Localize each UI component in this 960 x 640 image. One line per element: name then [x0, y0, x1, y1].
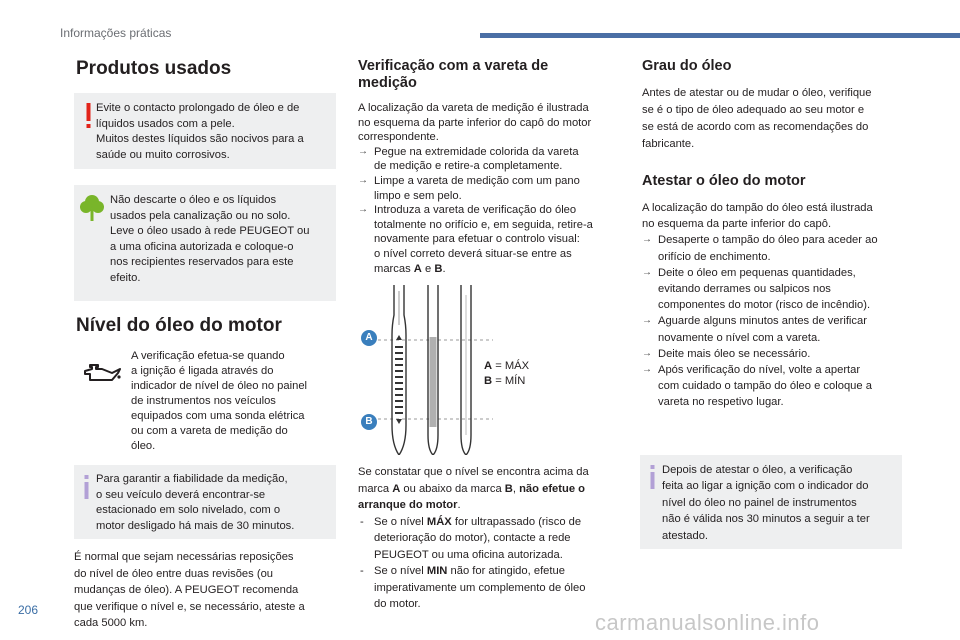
running-header: Informações práticas: [60, 26, 172, 40]
warning-exclamation-icon: [86, 103, 91, 129]
note-line: que verifique o nível e, se necessário, ateste a: [74, 600, 305, 613]
eco-line: a uma oficina autorizada e coloque-o: [110, 240, 294, 253]
oil-indicator-line: indicador de nível de óleo no painel: [131, 380, 308, 392]
info-box-measurement: [74, 465, 336, 539]
info-line: estacionado em solo nivelado, com o: [96, 504, 281, 517]
marker-b-label: B: [361, 414, 377, 430]
top-up-instructions: [642, 200, 908, 411]
info-icon: [84, 475, 90, 499]
oil-indicator-line: óleo.: [131, 440, 156, 452]
column-3: [642, 58, 908, 549]
info-line: não é válida nos 30 minutos a seguir a ter: [662, 513, 870, 526]
step-item: → Após verificação do nível, volte a apertar com cuidado o tampão do óleo e coloque a vareta no respetivo lugar.: [642, 362, 908, 411]
info-line: nível do óleo no painel de instrumentos: [662, 496, 857, 509]
info-line: feita ao ligar a ignição com o indicador do: [662, 480, 869, 493]
note-line: cada 5000 km.: [74, 617, 148, 629]
dipstick-illustration: [358, 285, 598, 455]
title-top-up-oil: Atestar o óleo do motor: [642, 173, 806, 189]
intro-line: A localização da vareta de medição é ilustrada: [358, 102, 589, 114]
marker-a-label: A: [361, 330, 377, 346]
oil-top-up-note: [74, 549, 338, 632]
info-box-top-up: [640, 455, 902, 549]
grade-line: se é o tipo de óleo adequado ao seu motor e: [642, 104, 865, 116]
step-item: → Deite o óleo em pequenas quantidades, evitando derrames ou salpicos nos componentes do motor (risco de incêndio).: [642, 265, 908, 314]
note-line: É normal que sejam necessárias reposições: [74, 551, 294, 563]
note-line: mudanças de óleo). A PEUGEOT recomenda: [74, 584, 299, 596]
title-dipstick-check: Verificação com a vareta de medição: [358, 58, 549, 91]
oil-indicator-block: [76, 349, 338, 457]
warning-line: saúde ou muito corrosivos.: [96, 148, 230, 161]
dipstick-legend: [484, 359, 529, 389]
oil-indicator-line: equipados com uma sonda elétrica: [131, 410, 305, 422]
step-item: → Aguarde alguns minutos antes de verificar novamente o nível com a vareta.: [642, 313, 908, 345]
grade-line: Antes de atestar ou de mudar o óleo, verifique: [642, 87, 872, 99]
grade-line: fabricante.: [642, 138, 695, 150]
eco-line: Não descarte o óleo e os líquidos: [110, 194, 277, 206]
info-icon: [650, 465, 656, 489]
intro-line: no esquema da parte inferior do capô do motor: [358, 116, 592, 129]
dipstick-figure: [358, 285, 598, 455]
dash-item-min: - Se o nível MIN não for atingido, efetue imperativamente um complemento de óleo do motor.: [358, 563, 624, 613]
level-warnings: [358, 464, 624, 613]
info-line: atestado.: [662, 529, 709, 542]
fill-intro-line: no esquema da parte inferior do capô.: [642, 218, 832, 231]
intro-line: correspondente.: [358, 131, 439, 144]
dash-item-max: - Se o nível MÁX for ultrapassado (risco de deterioração do motor), contacte a rede PEUGEOT ou uma oficina autorizada.: [358, 514, 624, 564]
step-item: → Limpe a vareta de medição com um pano limpo e sem pelo.: [358, 174, 624, 203]
oil-indicator-line: a ignição é ligada através do: [131, 365, 274, 377]
level-warning-line: marca A ou abaixo da marca B, não efetue o: [358, 482, 585, 495]
oil-can-icon: [82, 363, 122, 383]
eco-line: usados pela canalização ou no solo.: [110, 209, 291, 222]
note-line: do nível de óleo entre duas revisões (ou: [74, 567, 274, 580]
watermark: carmanualsonline.info: [595, 610, 820, 635]
fill-intro-line: A localização do tampão do óleo está ilustrada: [642, 202, 873, 214]
warning-line: Evite o contacto prolongado de óleo e de: [96, 102, 300, 114]
info-line: o seu veículo deverá encontrar-se: [96, 488, 266, 501]
step-item: → Pegue na extremidade colorida da vareta de medição e retire-a completamente.: [358, 145, 624, 174]
eco-line: nos recipientes reservados para este: [110, 256, 294, 269]
dipstick-steps: [358, 145, 624, 276]
oil-indicator-line: A verificação efetua-se quando: [131, 350, 285, 362]
title-oil-grade: Grau do óleo: [642, 58, 732, 74]
tree-icon: [80, 193, 104, 223]
page-number: 206: [18, 603, 39, 617]
level-warning-line: Se constatar que o nível se encontra acima da: [358, 466, 589, 478]
step-item: → Desaperte o tampão do óleo para aceder ao orifício de enchimento.: [642, 232, 908, 264]
legend-min: B = MÍN: [484, 375, 526, 387]
dipstick-instructions: [358, 101, 624, 276]
legend-max: A = MÁX: [484, 360, 530, 372]
eco-line: efeito.: [110, 271, 141, 284]
oil-indicator-line: ou com a vareta de medição do: [131, 425, 288, 437]
step-item: → Deite mais óleo se necessário.: [642, 346, 908, 362]
column-2: [358, 58, 624, 276]
warning-line: Muitos destes líquidos são nocivos para a: [96, 133, 304, 146]
oil-grade-text: [642, 85, 908, 153]
warning-box: [74, 93, 336, 169]
info-line: Para garantir a fiabilidade da medição,: [96, 473, 288, 485]
oil-indicator-line: de instrumentos nos veículos: [131, 395, 276, 407]
info-line: Depois de atestar o óleo, a verificação: [662, 463, 853, 476]
level-dash-list: [358, 514, 624, 613]
info-line: motor desligado há mais de 30 minutos.: [96, 519, 295, 532]
grade-line: se está de acordo com as recomendações do: [642, 121, 869, 133]
top-up-steps: [642, 232, 908, 410]
title-engine-oil-level: Nível do óleo do motor: [76, 315, 282, 336]
title-used-products: Produtos usados: [76, 58, 232, 79]
warning-line: líquidos usados com a pele.: [96, 117, 235, 130]
eco-line: Leve o óleo usado à rede PEUGEOT ou: [110, 225, 310, 238]
level-warning-line: arranque do motor.: [358, 499, 461, 511]
header-bar: [480, 33, 960, 38]
step-item: → Introduza a vareta de verificação do óleo totalmente no orifício e, em seguida, retire-a novamente para efetuar o controlo visual: o nível correto deverá situar-se entre as marcas A e B.: [358, 203, 624, 276]
eco-box: [74, 185, 336, 301]
column-1: [76, 58, 338, 632]
